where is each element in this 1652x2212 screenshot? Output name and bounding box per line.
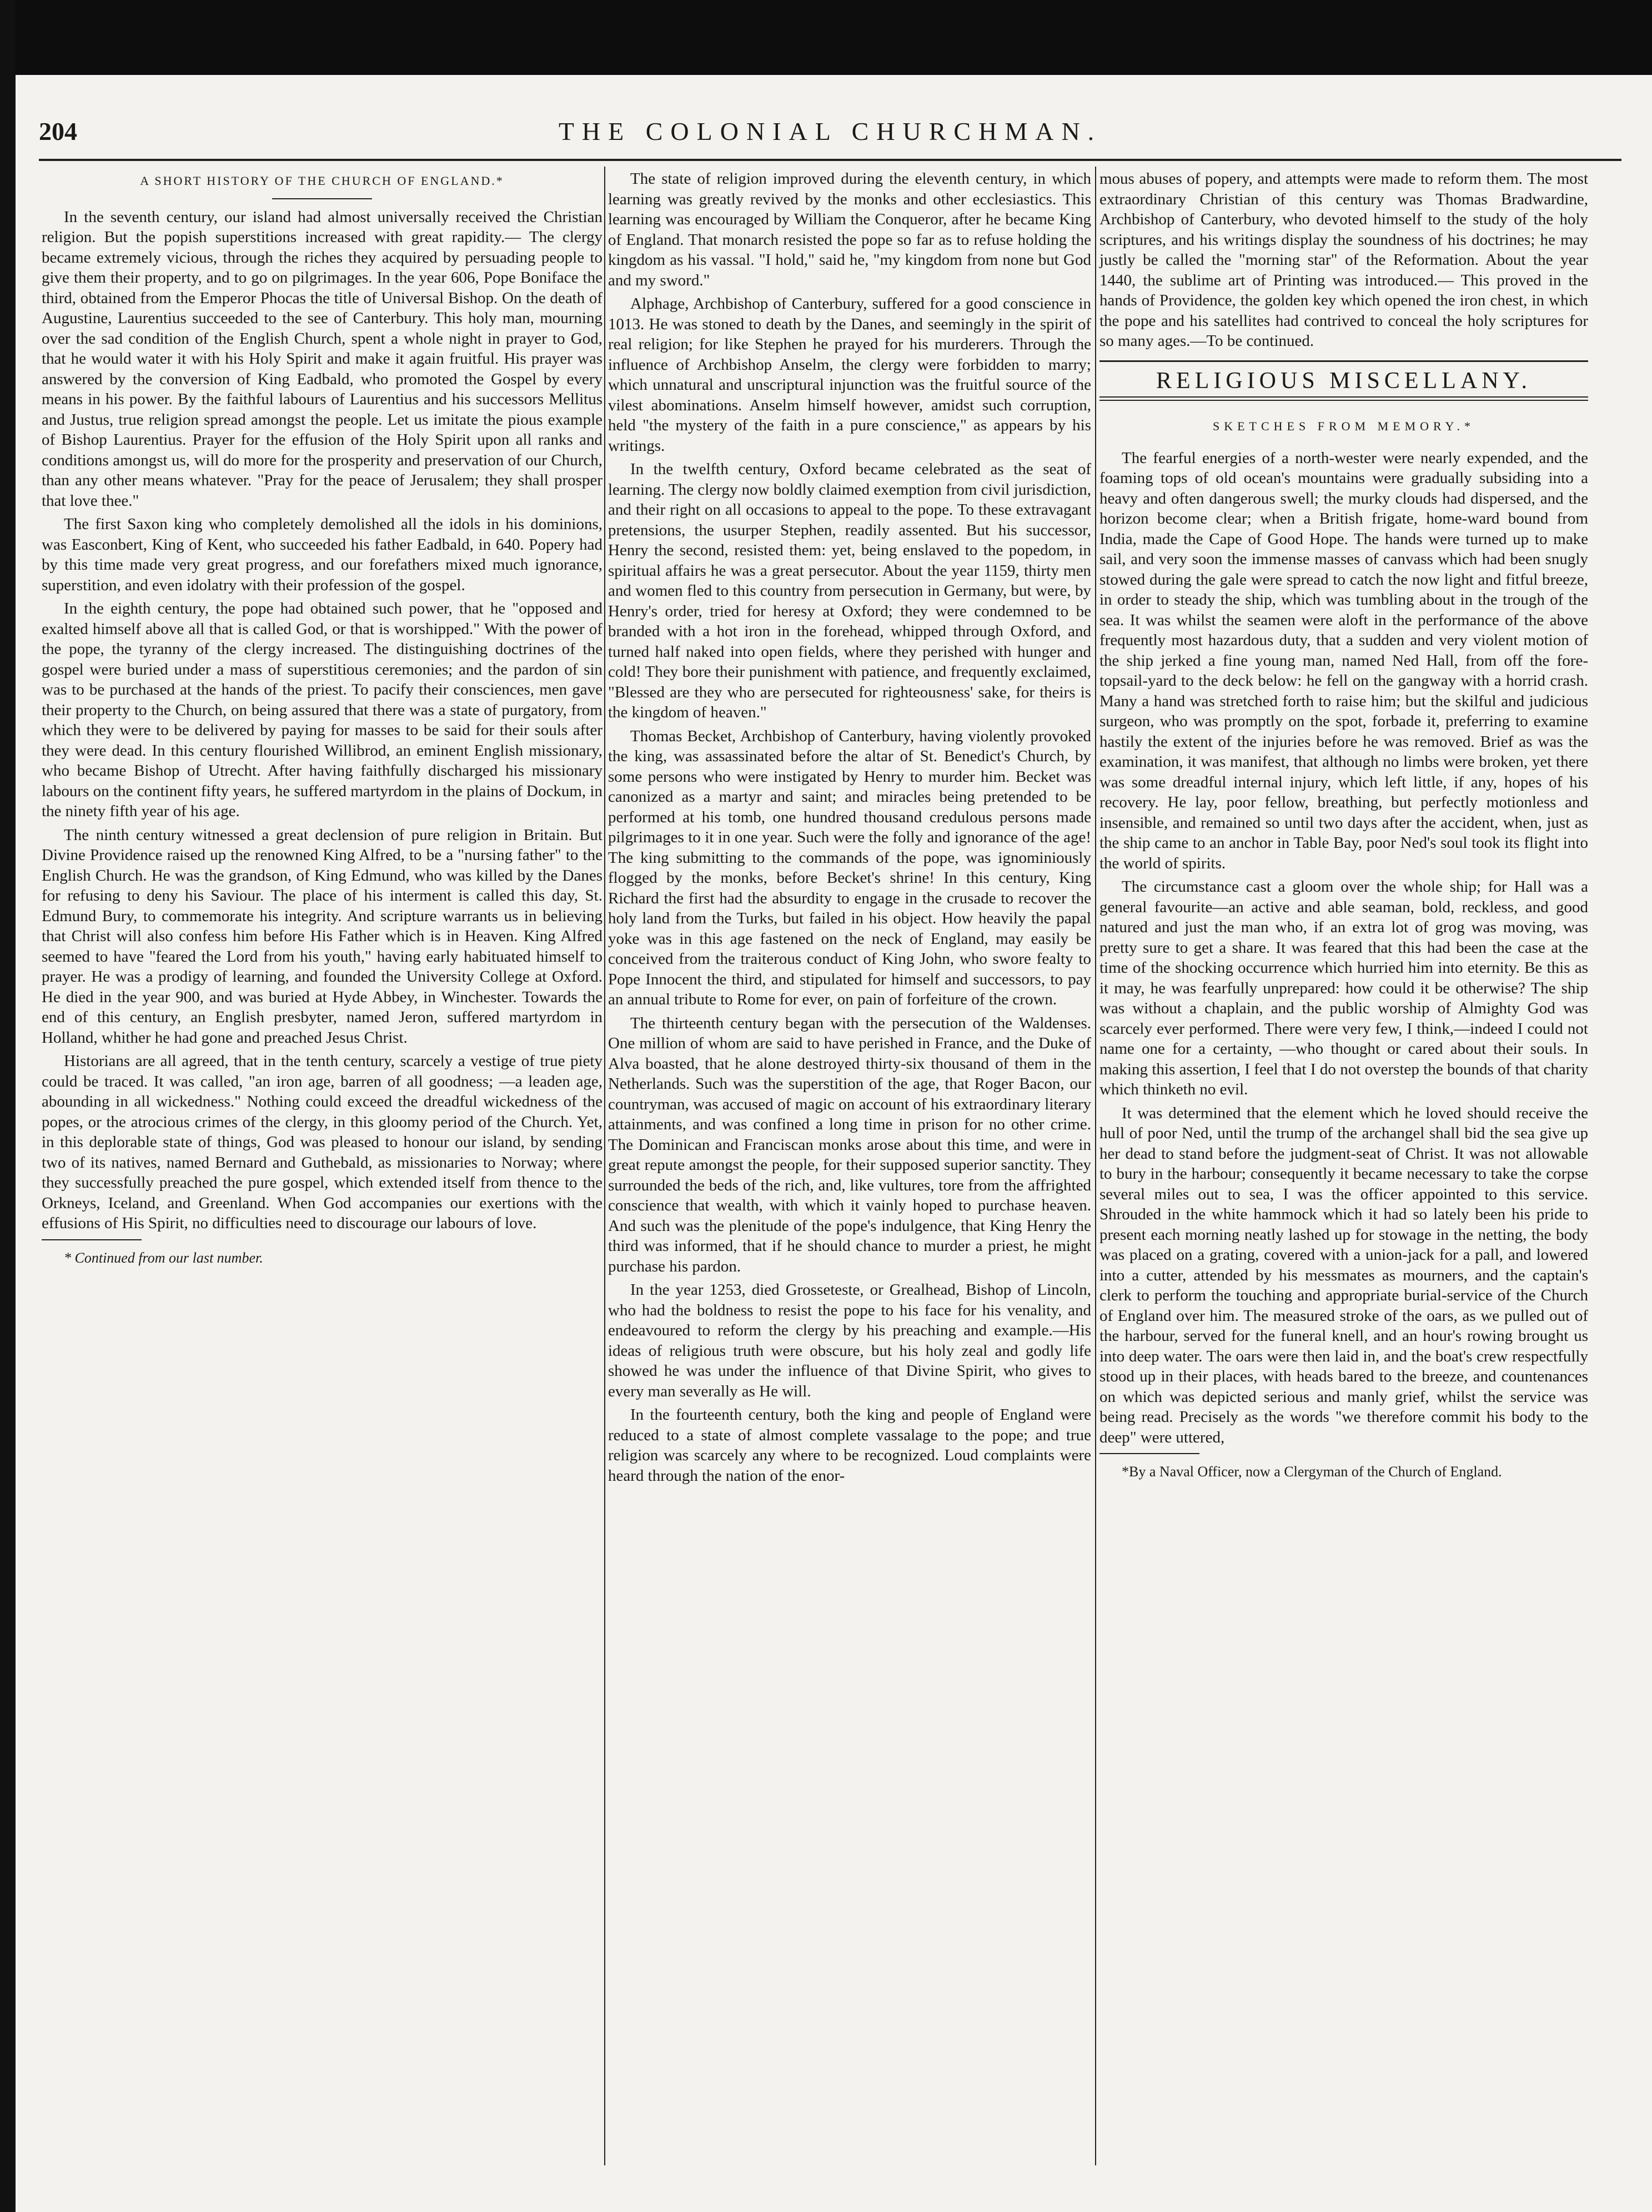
header-rule [39, 159, 1621, 161]
section-title-religious-miscellany: RELIGIOUS MISCELLANY. [1156, 368, 1532, 394]
article-title-church-history: A SHORT HISTORY OF THE CHURCH OF ENGLAND.* [140, 174, 504, 188]
section-double-rule [1099, 396, 1588, 401]
paragraph: In the twelfth century, Oxford became celebrated as the seat of learning. The clergy now boldly claimed exemption from civil jurisdiction, and their right on all occasions to appeal to the pope. To these extravagant pretensions, the usurper Stephen, readily assented. But his successor, Henry the second, resisted them: yet, being enslaved to the popedom, in spiritual affairs he was a great persecutor. About the year 1159, thirty men and women fled to this country from persecution in Germany, but were, by Henry's order, tried for heresy at Oxford; they were condemned to be branded with a hot iron in the forehead, whipped through Oxford, and turned half naked into open fields, where they perished with hunger and cold! They bore their punishment with patience, and frequently exclaimed, "Blessed are they who are persecuted for righteousness' sake, for theirs is the kingdom of heaven." [608, 460, 1091, 721]
column-divider-1 [604, 167, 605, 2165]
paragraph: Thomas Becket, Archbishop of Canterbury, having violently provoked the king, was assassinated before the altar of St. Benedict's Church, by some persons who were instigated by Henry to murder him. Becket was canonized as a martyr and saint; and miracles being pretended to be performed at his tomb, one hundred thousand credulous persons made pilgrimages to it in one year. Such were the folly and ignorance of the age! The king submitting to the commands of the pope, was ignominiously flogged by the monks, before Becket's shrine! In this century, King Richard the first had the absurdity to engage in the crusade to recover the holy land from the Turks, but failed in his object. How heavily the papal yoke was in this age fastened on the neck of England, may easily be conceived from the traiterous conduct of King John, who swore fealty to Pope Innocent the third, and stipulated for himself and successors, to pay an annual tribute to Rome for ever, on pain of forfeiture of the crown. [608, 727, 1091, 1008]
page-number: 204 [39, 117, 77, 145]
paragraph: Alphage, Archbishop of Canterbury, suffered for a good conscience in 1013. He was stoned to death by the Danes, and seemingly in the spirit of real religion; for like Stephen he prayed for his murderers. Through the influence of Archbishop Anselm, the clergy were forbidden to marry; which unnatural and unscriptural injunction was the fruitful source of the vilest abominations. Anselm himself however, amidst such corruption, held "the mystery of the faith in a pure conscience," as appears by his writings. [608, 295, 1091, 455]
column-divider-2 [1095, 167, 1096, 2165]
paragraph: In the year 1253, died Grosseteste, or Grealhead, Bishop of Lincoln, who had the boldness to resist the pope to his face for his venality, and endeavoured to reform the clergy by his preaching and example.—His ideas of religious truth were obscure, but his holy zeal and godly life showed he was under the influence of that Divine Spirit, who gives to every man severally as He will. [608, 1281, 1091, 1400]
page-header [39, 111, 1621, 161]
footnote: *By a Naval Officer, now a Clergyman of the Church of England. [1122, 1464, 1502, 1480]
paragraph: The fearful energies of a north-wester were nearly expended, and the foaming tops of old ocean's mountains were gradually subsiding into a heavy and often dangerous swell; the murky clouds had dispersed, and the horizon become clear; when a British frigate, home-ward bound from India, made the Cape of Good Hope. The hands were turned up to make sail, and very soon the immense masses of canvass which had been snugly stowed during the gale were spread to catch the now light and fitful breeze, in order to steady the ship, which was tumbling about in the trough of the sea. It was whilst the seamen were aloft in the performance of the above frequently most hazardous duty, that a sudden and very violent motion of the ship jerked a fine young man, named Ned Hall, from off the fore-topsail-yard to the deck below: he fell on the gangway with a horrid crash. Many a hand was stretched forth to raise him; but the skilful and judicious surgeon, who was promptly on the spot, forbade it, preferring to examine hastily the extent of the injuries before he was removed. Brief as was the examination, it was manifest, that although no limbs were broken, yet there was some dreadful internal injury, which left little, if any, hopes of his recovery. He lay, poor fellow, breathing, but perfectly motionless and insensible, and remained so until two days after the accident, when, just as the ship came to an anchor in Table Bay, poor Ned's soul took its flight into the world of spirits. [1099, 449, 1588, 872]
paragraph: In the fourteenth century, both the king and people of England were reduced to a state of almost complete vassalage to the pope; and true religion was scarcely any where to be recognized. Loud complaints were heard through the nation of the enor- [608, 1406, 1091, 1485]
scan-left-edge [0, 0, 16, 2212]
footnote: * Continued from our last number. [64, 1249, 263, 1266]
section-rule [1099, 360, 1588, 362]
footnote-rule [42, 1239, 142, 1240]
paragraph: The first Saxon king who completely demolished all the idols in his dominions, was Easconbert, King of Kent, who succeeded his father Eadbald, in 640. Popery had by this time made very great progress, and our forefathers mixed much ignorance, superstition, and even idolatry with their profession of the gospel. [42, 515, 602, 594]
paragraph: It was determined that the element which he loved should receive the hull of poor Ned, until the trump of the archangel shall bid the sea give up her dead to stand before the judgment-seat of Christ. It was not allowable to bury in the harbour; consequently it became necessary to take the corpse several miles out to sea, I was the officer appointed to this service. Shrouded in the white hammock which it had so lately been his pride to present each morning neatly lashed up for stowage in the netting, the body was placed on a grating, covered with a union-jack for a pall, and lowered into a cutter, attended by his messmates as mourners, and the captain's clerk to perform the touching and appropriate burial-service of the Church of England over him. The measured stroke of the oars, as we pulled out of the harbour, served for the funeral knell, and an hour's rowing brought us into deep water. The oars were then laid in, and the boat's crew respectfully stood up in their places, with heads bared to the breeze, and countenances on which was depicted serious and manly grief, whilst the service was being read. Precisely as the words "we therefore commit his body to the deep" were uttered, [1099, 1104, 1588, 1446]
paragraph: The ninth century witnessed a great declension of pure religion in Britain. But Divine Providence raised up the renowned King Alfred, to be a "nursing father" to the English Church. He was the grandson, of King Edmund, who was killed by the Danes for refusing to deny his Saviour. The place of his interment is called this day, St. Edmund Bury, to commemorate his integrity. And scripture warrants us in believing that Christ will also confess him before His Father which is in Heaven. King Alfred seemed to have "feared the Lord from his youth," having early habituated himself to prayer. He was a prodigy of learning, and founded the University College at Oxford. He died in the year 900, and was buried at Hyde Abbey, in Winchester. Towards the end of this century, an English presbyter, named Jeron, suffered martyrdom in Holland, whither he had gone and preached Jesus Christ. [42, 826, 602, 1047]
page-title: THE COLONIAL CHURCHMAN. [558, 117, 1102, 145]
column-1 [42, 167, 602, 1268]
paragraph: The circumstance cast a gloom over the whole ship; for Hall was a general favourite—an active and able seaman, bold, reckless, and good natured and just the man who, if an extra lot of grog was moving, was pretty sure to get a share. It was feared that this had been the case at the time of the shocking occurrence which hurried him into eternity. Be this as it may, he was fearfully unprepared: how could it be otherwise? The ship was without a chaplain, and the public worship of Almighty God was scarcely ever performed. There were very few, I think,—indeed I could not name one for a certainty, —who thought or cared about their souls. In making this assertion, I feel that I do not overstep the bounds of that charity which thinketh no evil. [1099, 878, 1588, 1098]
paragraph: In the seventh century, our island had almost universally received the Christian religion. But the popish superstitions increased with great rapidity.— The clergy became extremely vicious, through the riches they acquired by persuading people to give them their property, and to go on pilgrimages. In the year 606, Pope Boniface the third, obtained from the Emperor Phocas the title of Universal Bishop. On the death of Augustine, Laurentius succeeded to the see of Canterbury. This holy man, mourning over the sad condition of the English Church, spent a whole night in prayer to God, that he would water it with his Holy Spirit and make it again fruitful. His prayer was answered by the conversion of King Eadbald, who promoted the Gospel by every means in his power. By the faithful labours of Laurentius and his successors Mellitus and Justus, true religion spread amongst the people. Let us imitate the pious example of Bishop Laurentius. Prayer for the effusion of the Holy Spirit upon all ranks and conditions amongst us, will do more for the prosperity and preservation of our Church, than any other means whatever. "Pray for the peace of Jerusalem; they shall prosper that love thee." [42, 208, 602, 510]
footnote-rule [1099, 1453, 1199, 1454]
paragraph: mous abuses of popery, and attempts were made to reform them. The most extraordinary Christian of this century was Thomas Bradwardine, Archbishop of Canterbury, who devoted himself to the study of the holy scriptures, and his writings display the soundness of his doctrines; he may justly be called the "morning star" of the Reformation. About the year 1440, the sublime art of Printing was introduced.— This proved in the hands of Providence, the golden key which opened the iron chest, in which the pope and his satellites had contrived to conceal the holy scriptures for so many ages.—To be continued. [1099, 170, 1588, 350]
paragraph: The thirteenth century began with the persecution of the Waldenses. One million of whom are said to have perished in France, and the Duke of Alva boasted, that he alone destroyed thirty-six thousand of them in the Netherlands. Such was the superstition of the age, that Roger Bacon, our countryman, was accused of magic on account of his extraordinary literary attainments, and was confined a long time in prison for no other crime. The Dominican and Franciscan monks arose about this time, and were in great repute amongst the people, for their supposed superior sanctity. They surrounded the beds of the rich, and, like vultures, tore from the affrighted conscience that wealth, with which it vainly hoped to purchase heaven. And such was the plenitude of the pope's indulgence, that King Henry the third was informed, that if he should chance to murder a priest, he might purchase his pardon. [608, 1014, 1091, 1275]
title-rule [272, 198, 372, 199]
paragraph: In the eighth century, the pope had obtained such power, that he "opposed and exalted himself above all that is called God, or that is worshipped." With the power of the pope, the tyranny of the clergy increased. The distinguishing doctrines of the gospel were buried under a mass of superstitious ceremonies; and the pardon of sin was to be purchased at the hands of the priest. To pacify their consciences, men gave their property to the Church, on being assured that there was a state of purgatory, from which they were to be delivered by paying for masses to be said for their souls after they were dead. In this century flourished Willibrod, an eminent English missionary, who became Bishop of Utrecht. After having faithfully discharged his missionary labours on the continent fifty years, he suffered martyrdom in the plains of Dockum, in the ninety fifth year of his age. [42, 600, 602, 820]
article-title-sketches: SKETCHES FROM MEMORY.* [1212, 419, 1475, 433]
column-3 [1099, 167, 1588, 1482]
column-2 [608, 167, 1091, 1489]
paragraph: Historians are all agreed, that in the tenth century, scarcely a vestige of true piety could be traced. It was called, "an iron age, barren of all goodness; —a leaden age, abounding in all wickedness." Nothing could exceed the dreadful wickedness of the popes, or the atrocious crimes of the clergy, in this gloomy period of the Church. Yet, in this deplorable state of things, God was pleased to honour our island, by sending two of its natives, named Bernard and Guthebald, as missionaries to Norway; where they successfully preached the pure gospel, which extended itself from thence to the Orkneys, Iceland, and Greenland. When God accompanies our exertions with the effusions of His Spirit, no difficulties need to discourage our labours of love. [42, 1052, 602, 1232]
paragraph: The state of religion improved during the eleventh century, in which learning was greatly revived by the monks and other ecclesiastics. This learning was encouraged by William the Conqueror, after he became King of England. That monarch resisted the pope so far as to refuse holding the kingdom as his vassal. "I hold," said he, "my kingdom from none but God and my sword." [608, 170, 1091, 289]
scan-dark-band [0, 0, 1652, 75]
